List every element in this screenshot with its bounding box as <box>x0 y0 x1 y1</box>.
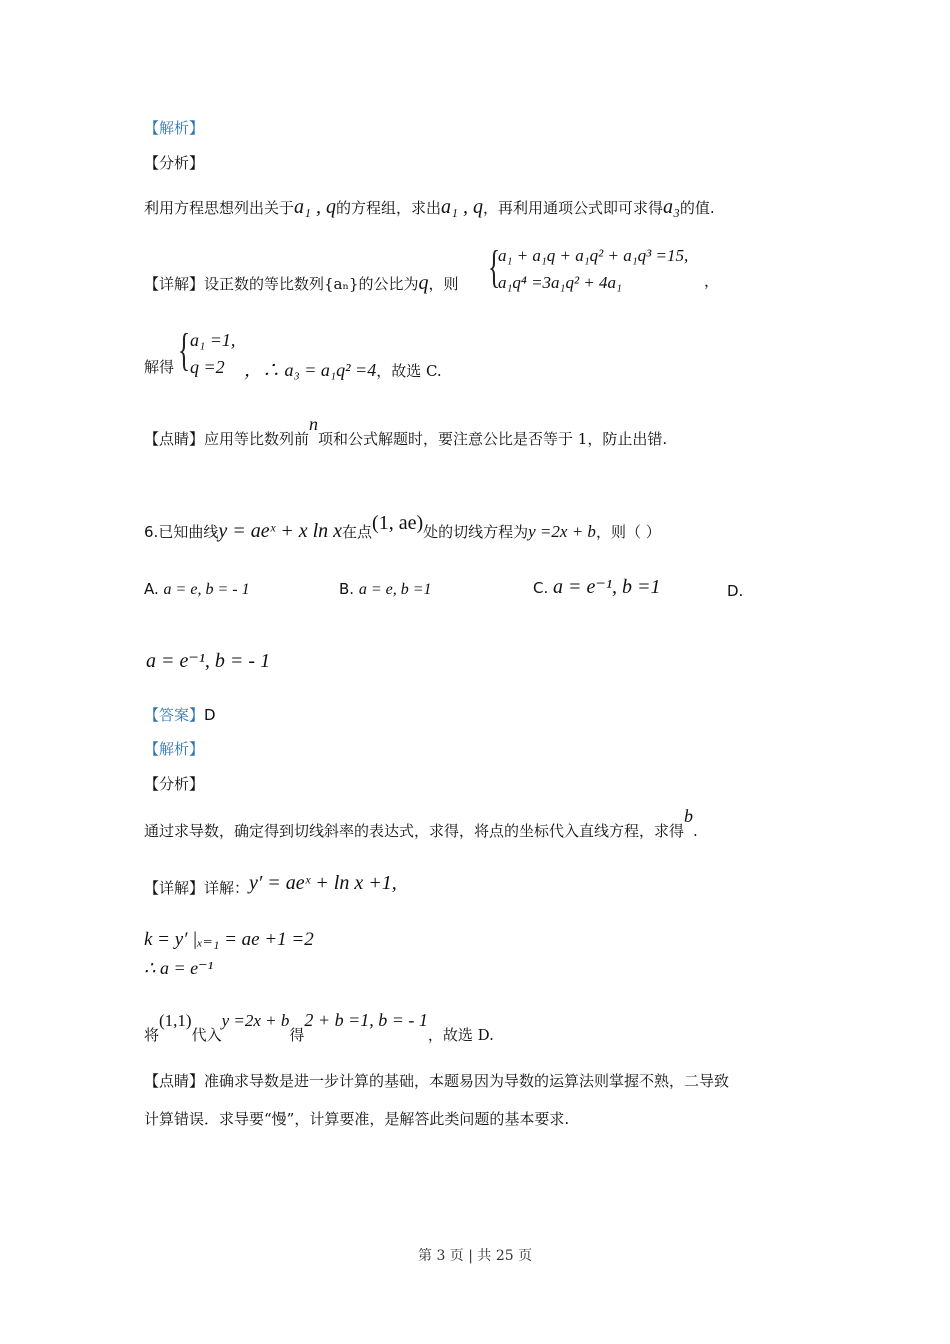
brace-symbol: { <box>488 241 501 292</box>
jiexi-label: 【解析】 <box>144 119 205 137</box>
comma: ， <box>704 272 720 290</box>
dianjing-line-1: 【点睛】准确求导数是进一步计算的基础，本题易因为导数的运算法则掌握不熟，二导致 <box>144 1072 730 1090</box>
fenxi-label-q6: 【分析】 <box>144 775 205 793</box>
solution-eq-2: q =2 <box>190 357 225 377</box>
fenxi-label: 【分析】 <box>144 154 205 172</box>
a-value-equation: ∴ a = e⁻¹ <box>144 958 213 978</box>
dianjing-paragraph: 【点睛】应用等比数列前n项和公式解题时，要注意公比是否等于 1，防止出错. <box>144 414 668 448</box>
system-eq-1: a₁ + a₁q + a₁q² + a₁q³ =15, <box>498 246 689 265</box>
jiexi-label-q6: 【解析】 <box>144 740 205 758</box>
option-a[interactable]: A. a = e, b = - 1 <box>144 580 250 598</box>
fenxi-paragraph: 利用方程思想列出关于a₁ , q的方程组，求出a₁ , q，再利用通项公式即可求得a₃的值. <box>144 196 715 218</box>
answer-line: 【答案】D <box>144 706 216 724</box>
option-d-value[interactable]: a = e⁻¹, b = - 1 <box>146 650 271 672</box>
system-eq-2: a₁q⁴ =3a₁q² + 4a₁ <box>498 273 622 292</box>
answer-value: D <box>204 706 216 724</box>
question-6-stem: 6.已知曲线y = aeˣ + x ln x在点(1, ae)处的切线方程为y =2x + b，则（ ） <box>144 512 661 542</box>
option-d-letter[interactable]: D. <box>727 582 744 600</box>
xiangjie-line-q6: 【详解】详解：y′ = aeˣ + ln x +1, <box>144 872 397 897</box>
brace-symbol: { <box>178 324 191 375</box>
solution-eq-1: a₁ =1, <box>190 330 236 350</box>
jiede-result: ，∴ a₃ = a₁q² =4，故选 C. <box>244 360 442 380</box>
option-c[interactable]: C. a = e⁻¹, b =1 <box>533 576 661 598</box>
page-footer: 第 3 页 | 共 25 页 <box>418 1248 533 1264</box>
slope-equation: k = y′ |ₓ₌₁ = ae +1 =2 <box>144 929 314 950</box>
xiangjie-line: 【详解】设正数的等比数列{aₙ}的公比为q，则 <box>144 272 459 294</box>
substitution-line: 将(1,1)代入y =2x + b得2 + b =1, b = - 1，故选 D. <box>144 1010 494 1044</box>
jiede-label: 解得 <box>144 358 175 376</box>
option-b[interactable]: B. a = e, b =1 <box>339 580 432 598</box>
fenxi-paragraph-q6: 通过求导数，确定得到切线斜率的表达式，求得，将点的坐标代入直线方程，求得b. <box>144 806 698 840</box>
dianjing-line-2: 计算错误．求导要“慢”，计算要准，是解答此类问题的基本要求. <box>144 1110 570 1128</box>
